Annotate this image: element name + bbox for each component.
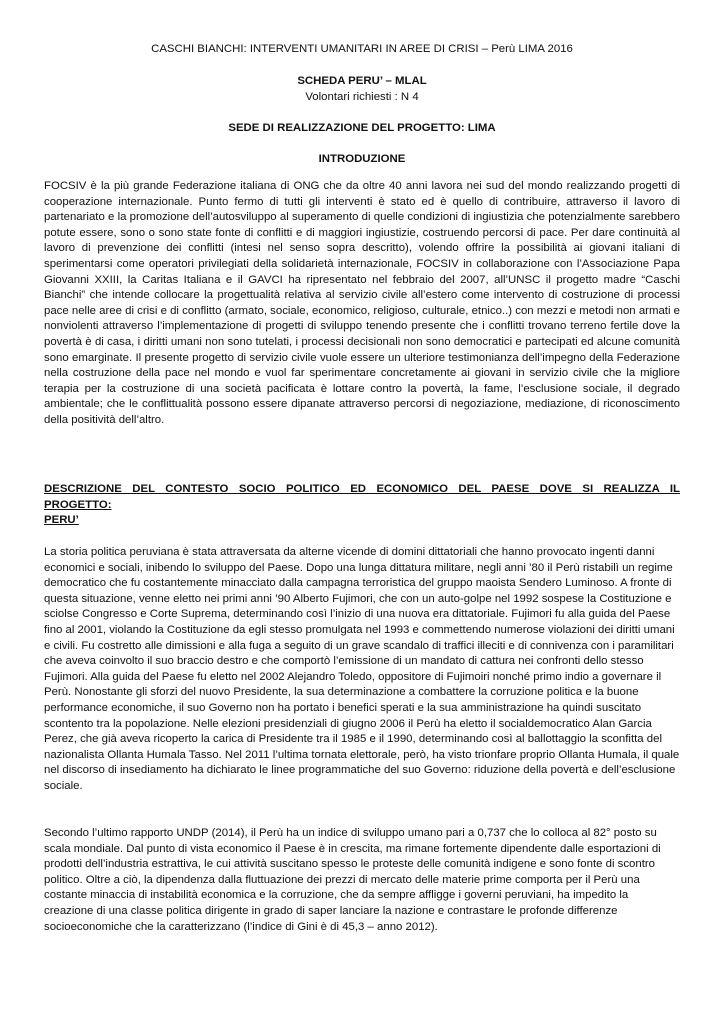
context-paragraph-2: Secondo l’ultimo rapporto UNDP (2014), il Perù ha un indice di sviluppo umano pari a 0,737 che lo colloca al 82° posto su scala mondiale. Dal punto di vista economico il Paese è in crescita, ma rimane fortemente dipendente dalle esportazioni di prodotti dell’industria estrattiva, le cui attività suscitano spesso le proteste delle comunità indigene e sono fonte di scontro politico. Oltre a ciò, la dipendenza dalla fluttuazione dei prezzi di mercato delle materie prime comporta per il Perù una costante minaccia di instabilità economica e la corruzione, che da sempre affligge i governi peruviani, ha impedito la creazione di una classe politica dirigente in grado di saper lanciare la nazione e contrastare le profonde differenze socioeconomiche che la caratterizzano (l’indice di Gini è di 45,3 – anno 2012). <box>44 827 661 933</box>
document-header-title: CASCHI BIANCHI: INTERVENTI UMANITARI IN AREE DI CRISI – Perù LIMA 2016 <box>151 43 573 55</box>
section-heading <box>44 482 680 529</box>
context-paragraph-1: La storia politica peruviana è stata attraversata da alterne vicende di domini dittatoriali che hanno provocato ingenti danni economici e sociali, inibendo lo sviluppo del Paese. Dopo una lunga dittatura militare, negli anni ’80 il Perù ristabilì un regime democratico che fu costantemente minacciato dalla campagna terroristica del gruppo maoista Sendero Luminoso. A fronte di questa situazione, venne eletto nei primi anni ’90 Alberto Fujimori, che con un auto-golpe nel 1992 sospese la Costituzione e sciolse Congresso e Corte Suprema, determinando così l’inizio di una nuova era dittatoriale. Fujimori fu alla guida del Paese fino al 2001, violando la Costituzione da egli stesso promulgata nel 1993 e commettendo numerose violazioni dei diritti umani e civili. Fu costretto alle dimissioni e alla fuga a seguito di un grave scandalo di traffici illeciti e di connivenza con i paramilitari che aveva coinvolto il suo braccio destro e che comportò l’emissione di un mandato di cattura nei confronti dello stesso Fujimori. Alla guida del Paese fu eletto nel 2002 Alejandro Toledo, oppositore di Fujimoiri nonché primo indio a governare il Perù. Nonostante gli sforzi del nuovo Presidente, la sua determinazione a combattere la corruzione politica e la buone performance economiche, il suo Governo non ha portato i benefici sperati e la sua amministrazione ha quindi suscitato scontento tra la popolazione. Nelle elezioni presidenziali di giugno 2006 il Perù ha eletto il socialdemocratico Alan Garcia Perez, che già aveva ricoperto la carica di Presidente tra il 1985 e il 1990, determinando così al ballottaggio la sconfitta del nazionalista Ollanta Humala Tasso. Nel 2011 l’ultima tornata elettorale, però, ha visto trionfare proprio Ollanta Humala, il quale nel discorso di insediamento ha dichiarato le linee programmatiche del suo Governo: riduzione della povertà e dell’esclusione sociale. <box>44 546 680 792</box>
intro-paragraph: FOCSIV è la più grande Federazione italiana di ONG che da oltre 40 anni lavora nei sud del mondo realizzando progetti di cooperazione internazionale. Punto fermo di tutti gli interventi è stato ed è quello di contribuire, attraverso il lavoro di partenariato e la promozione dell’autosviluppo al superamento di quelle condizioni di ingiustizia che potenzialmente sarebbero potute essere, sono o sono state fonte di conflitti e di maggiori ingiustizie, costruendo percorsi di pace. Per dare continuità al lavoro di prevenzione dei conflitti (intesi nel senso sopra descritto), volendo offrire la possibilità ai giovani italiani di sperimentarsi come operatori privilegiati della solidarietà internazionale, FOCSIV in collaborazione con l’Associazione Papa Giovanni XXIII, la Caritas Italiana e il GAVCI ha ripresentato nel febbraio del 2007, all’UNSC il progetto madre “Caschi Bianchi” che intende collocare la progettualità relativa al servizio civile all’estero come intervento di costruzione di processi pace nelle aree di crisi e di conflitto (armato, sociale, economico, religioso, culturale, etnico..) con mezzi e metodi non armati e nonviolenti attraverso l’implementazione di progetti di sviluppo tenendo presente che i conflitti trovano terreno fertile dove la povertà è di casa, i diritti umani non sono tutelati, i processi decisionali non sono democratici e partecipati ed alcune comunità sono emarginate. Il presente progetto di servizio civile vuole essere un ulteriore testimonianza dell’impegno della Federazione nella costruzione della pace nel mondo e vuol far sperimentare concretamente ai giovani in servizio civile che la migliore terapia per la costruzione di una società pacificata è lottare contro la povertà, la fame, l’esclusione sociale, il degrado ambientale; che le conflittualità possono essere dipanate attraverso percorsi di negoziazione, mediazione, di riconoscimento della positività dell’altro. <box>44 180 680 426</box>
intro-heading: INTRODUZIONE <box>318 153 406 165</box>
sede-heading: SEDE DI REALIZZAZIONE DEL PROGETTO: LIMA <box>228 122 496 134</box>
section-heading-line2: PROGETTO: <box>44 498 112 511</box>
volontari-richiesti: Volontari richiesti : N 4 <box>305 91 419 103</box>
section-heading-line1: DESCRIZIONE DEL CONTESTO SOCIO POLITICO ED ECONOMICO DEL PAESE DOVE SI REALIZZA IL <box>44 483 680 495</box>
country-heading: PERU’ <box>44 514 79 527</box>
scheda-title: SCHEDA PERU’ – MLAL <box>297 75 427 87</box>
